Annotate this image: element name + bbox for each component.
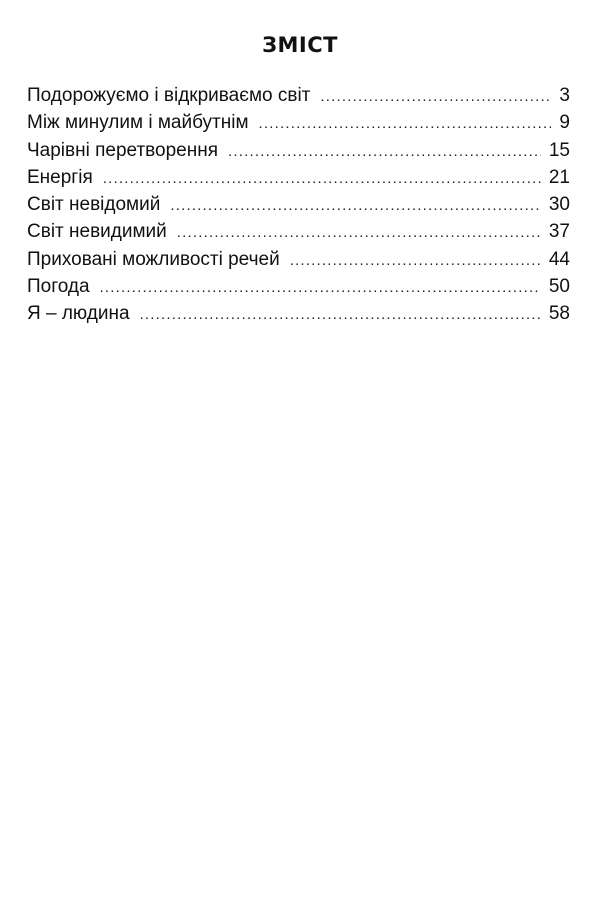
dot-leader	[103, 165, 541, 192]
toc-entry-label: Чарівні перетворення	[27, 139, 219, 161]
toc-entry-label: Світ невідомий	[27, 194, 161, 216]
toc-entry	[27, 246, 570, 273]
toc-entry-page-number: 3	[559, 85, 570, 106]
toc-entry-page-number: 9	[559, 112, 570, 134]
toc-entry-page-number: 58	[548, 303, 570, 325]
toc-entry-page-number: 50	[548, 276, 570, 298]
table-of-contents	[27, 82, 570, 328]
toc-entry-page-number: 21	[548, 166, 570, 188]
toc-entry-page-number: 37	[548, 221, 570, 243]
toc-entry-label: Між минулим і майбутнім	[27, 112, 249, 134]
toc-entry-label: Світ невидимий	[27, 221, 167, 243]
toc-entry	[27, 137, 570, 164]
dot-leader	[140, 301, 541, 328]
dot-leader	[100, 274, 541, 301]
toc-entry-label: Подорожуємо і відкриваємо світ	[27, 85, 311, 106]
toc-entry	[27, 191, 570, 218]
toc-title: ЗМІСТ	[262, 33, 338, 57]
toc-entry-label: Приховані можливості речей	[27, 248, 280, 270]
toc-entry	[27, 82, 570, 109]
dot-leader	[170, 192, 541, 219]
toc-entry-label: Енергія	[27, 166, 93, 188]
toc-entry-label: Погода	[27, 276, 90, 298]
dot-leader	[177, 219, 541, 246]
toc-entry	[27, 164, 570, 191]
toc-entry	[27, 273, 570, 300]
dot-leader	[228, 138, 541, 165]
toc-entry-page-number: 44	[548, 248, 570, 270]
toc-entry	[27, 300, 570, 327]
toc-entry	[27, 109, 570, 136]
dot-leader	[259, 110, 552, 137]
toc-entry	[27, 218, 570, 245]
dot-leader	[290, 247, 541, 274]
dot-leader	[320, 83, 551, 110]
toc-entry-label: Я – людина	[27, 303, 130, 325]
toc-entry-page-number: 15	[548, 139, 570, 161]
toc-entry-page-number: 30	[548, 194, 570, 216]
